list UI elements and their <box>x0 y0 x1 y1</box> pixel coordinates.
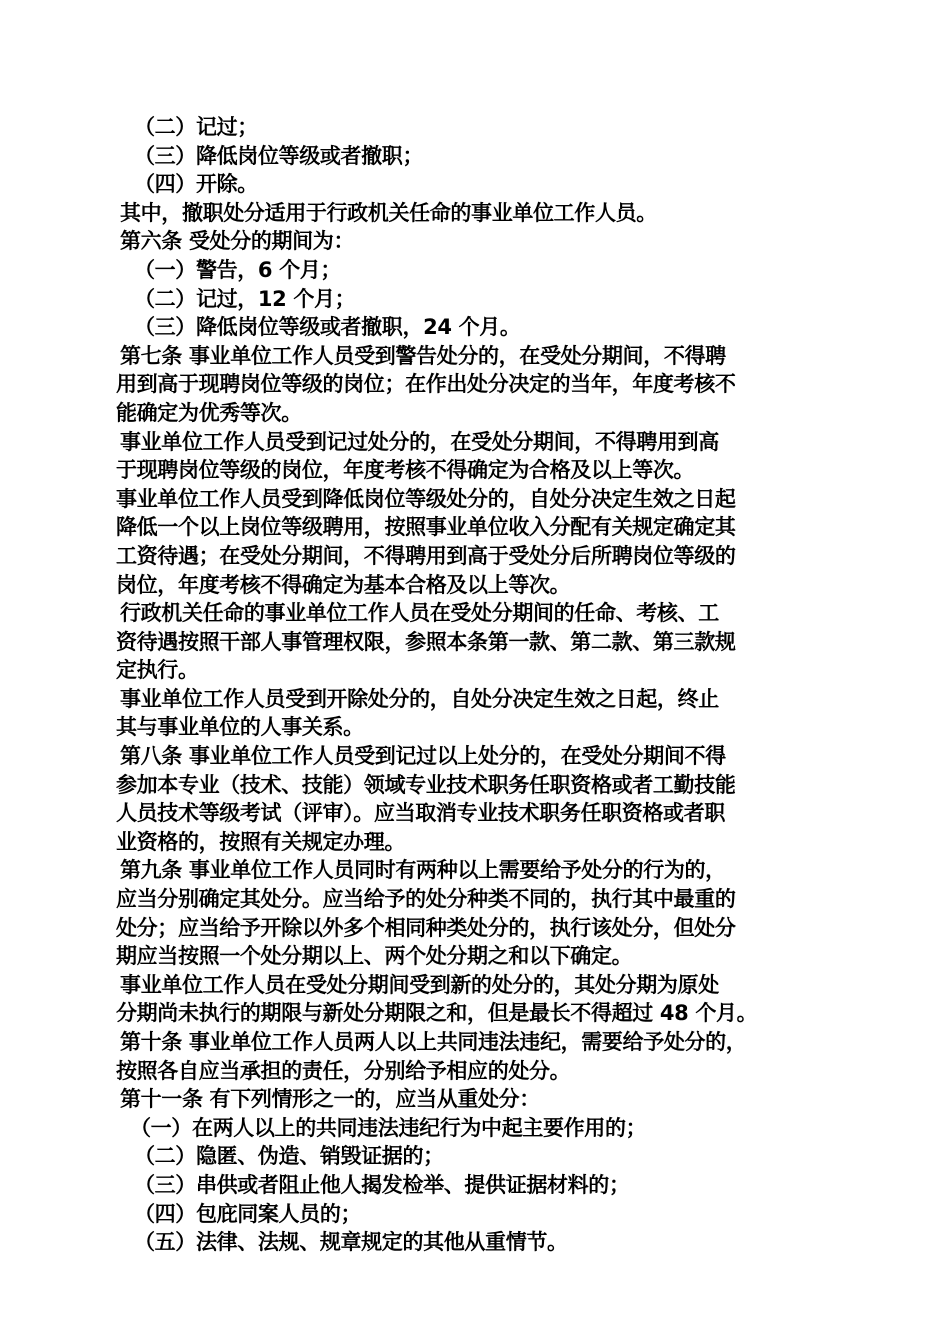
paragraph-line: 能确定为优秀等次。 <box>116 400 302 425</box>
paragraph-line: 事业单位工作人员受到记过处分的，在受处分期间，不得聘用到高 <box>120 429 719 454</box>
article-heading: 第九条 事业单位工作人员同时有两种以上需要给予处分的行为的， <box>120 858 726 883</box>
list-item: （三）串供或者阻止他人揭发检举、提供证据材料的； <box>134 1172 630 1197</box>
article-heading: 第十一条 有下列情形之一的，应当从重处分： <box>120 1087 540 1112</box>
paragraph-line: 降低一个以上岗位等级聘用，按照事业单位收入分配有关规定确定其 <box>116 515 736 540</box>
paragraph-line: 事业单位工作人员受到开除处分的，自处分决定生效之日起，终止 <box>120 686 719 711</box>
paragraph-line: 工资待遇；在受处分期间，不得聘用到高于受处分后所聘岗位等级的 <box>116 543 736 568</box>
list-item: （五）法律、法规、规章规定的其他从重情节。 <box>134 1230 568 1255</box>
paragraph-line: 岗位，年度考核不得确定为基本合格及以上等次。 <box>116 572 571 597</box>
list-item: （一）警告，6 个月； <box>134 257 342 282</box>
paragraph-line: 于现聘岗位等级的岗位，年度考核不得确定为合格及以上等次。 <box>116 458 695 483</box>
paragraph-line: 期应当按照一个处分期以上、两个处分期之和以下确定。 <box>116 944 633 969</box>
paragraph-line: 资待遇按照干部人事管理权限，参照本条第一款、第二款、第三款规 <box>116 629 736 654</box>
list-item: （二）记过，12 个月； <box>134 286 356 311</box>
list-item: （三）降低岗位等级或者撤职，24 个月。 <box>134 315 521 340</box>
paragraph-line: 定执行。 <box>116 658 199 683</box>
paragraph-line: 其中，撤职处分适用于行政机关任命的事业单位工作人员。 <box>120 200 657 225</box>
paragraph-line: 业资格的，按照有关规定办理。 <box>116 829 406 854</box>
article-heading: 第八条 事业单位工作人员受到记过以上处分的，在受处分期间不得 <box>120 744 726 769</box>
paragraph-line: 参加本专业（技术、技能）领域专业技术职务任职资格或者工勤技能 <box>116 772 736 797</box>
article-heading: 第十条 事业单位工作人员两人以上共同违法违纪，需要给予处分的， <box>120 1030 747 1054</box>
list-item: （二）隐匿、伪造、销毁证据的； <box>134 1144 444 1169</box>
paragraph-line: 处分；应当给予开除以外多个相同种类处分的，执行该处分，但处分 <box>116 915 736 940</box>
list-item: （一）在两人以上的共同违法违纪行为中起主要作用的； <box>130 1115 647 1140</box>
document-body <box>116 113 836 1257</box>
paragraph-line: 用到高于现聘岗位等级的岗位；在作出处分决定的当年，年度考核不 <box>116 372 736 397</box>
paragraph-line: 其与事业单位的人事关系。 <box>116 715 364 740</box>
paragraph-line: 应当分别确定其处分。应当给予的处分种类不同的，执行其中最重的 <box>116 887 736 912</box>
paragraph-line: 人员技术等级考试（评审）。应当取消专业技术职务任职资格或者职 <box>116 801 725 826</box>
article-heading: 第六条 受处分的期间为： <box>120 229 355 254</box>
paragraph-line: 事业单位工作人员在受处分期间受到新的处分的，其处分期为原处 <box>120 972 719 997</box>
list-item: （四）包庇同案人员的； <box>134 1201 362 1226</box>
list-item: （四）开除。 <box>134 172 258 197</box>
paragraph-line: 按照各自应当承担的责任，分别给予相应的处分。 <box>116 1058 571 1083</box>
paragraph-line: 分期尚未执行的期限与新处分期限之和，但是最长不得超过 48 个月。 <box>116 1001 758 1026</box>
list-item: （三）降低岗位等级或者撤职； <box>134 143 424 168</box>
paragraph-line: 事业单位工作人员受到降低岗位等级处分的，自处分决定生效之日起 <box>116 486 736 511</box>
article-heading: 第七条 事业单位工作人员受到警告处分的，在受处分期间，不得聘 <box>120 343 726 368</box>
paragraph-line: 行政机关任命的事业单位工作人员在受处分期间的任命、考核、工 <box>120 601 719 626</box>
list-item: （二）记过； <box>134 115 258 139</box>
